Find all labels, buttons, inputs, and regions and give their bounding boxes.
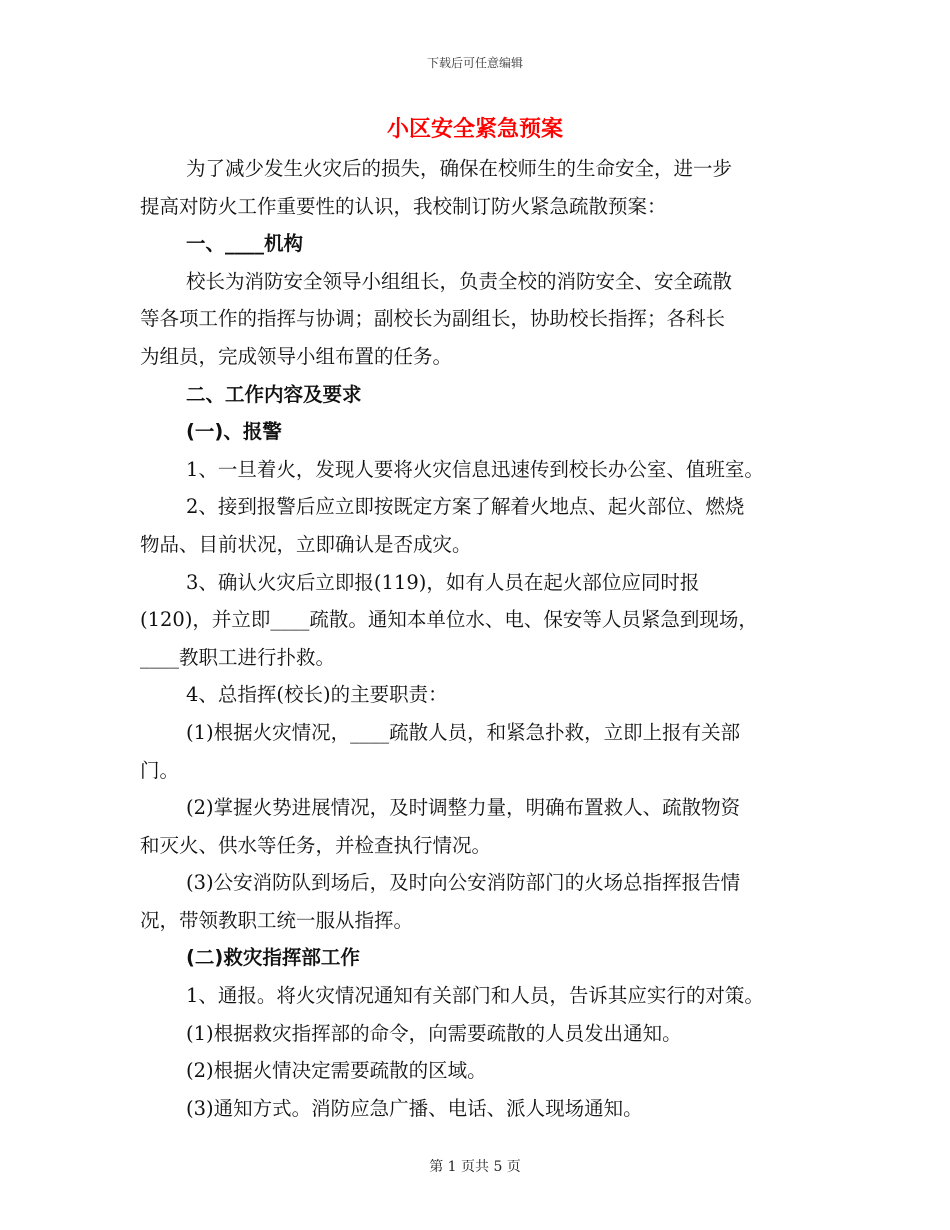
paragraph-line: 等各项工作的指挥与协调；副校长为副组长，协助校长指挥；各科长 (140, 307, 726, 331)
paragraph-line: (3)公安消防队到场后，及时向公安消防部门的火场总指挥报告情 (186, 871, 741, 895)
paragraph-line: 1、一旦着火，发现人要将火灾信息迅速传到校长办公室、值班室。 (186, 457, 764, 481)
paragraph-line: (1)根据救灾指挥部的命令，向需要疏散的人员发出通知。 (186, 1021, 682, 1045)
paragraph-line: 况，带领教职工统一服从指挥。 (140, 908, 414, 932)
paragraph-line: 和灭火、供水等任务，并检查执行情况。 (140, 833, 492, 857)
paragraph-line: 物品、目前状况，立即确认是否成灾。 (140, 532, 472, 556)
paragraph-line: (1)根据火灾情况，____疏散人员，和紧急扑救，立即上报有关部 (186, 720, 741, 744)
paragraph-line: 为了减少发生火灾后的损失，确保在校师生的生命安全，进一步 (186, 157, 733, 180)
section-heading: (二)救灾指挥部工作 (186, 946, 360, 970)
paragraph-line: ____教职工进行扑救。 (140, 645, 336, 669)
paragraph-line: 校长为消防安全领导小组组长，负责全校的消防安全、安全疏散 (186, 269, 733, 293)
paragraph-line: 1、通报。将火灾情况通知有关部门和人员，告诉其应实行的对策。 (186, 984, 764, 1008)
paragraph-line: 提高对防火工作重要性的认识，我校制订防火紧急疏散预案： (140, 194, 667, 218)
header-note: 下载后可任意编辑 (426, 56, 523, 70)
section-heading: (一)、报警 (186, 420, 282, 444)
paragraph-line: (2)根据火情决定需要疏散的区域。 (186, 1059, 487, 1083)
section-heading: 二、工作内容及要求 (186, 382, 362, 406)
paragraph-line: 4、总指挥(校长)的主要职责： (186, 683, 448, 707)
paragraph-line: 2、接到报警后应立即按既定方案了解着火地点、起火部位、燃烧 (186, 495, 745, 519)
paragraph-line: 门。 (140, 758, 180, 782)
paragraph-line: (120)，并立即____疏散。通知本单位水、电、保安等人员紧急到现场， (140, 608, 758, 632)
paragraph-line: (3)通知方式。消防应急广播、电话、派人现场通知。 (186, 1096, 643, 1120)
page-footer: 第 1 页共 5 页 (429, 1159, 521, 1175)
document-title: 小区安全紧急预案 (386, 117, 563, 142)
paragraph-line: 3、确认火灾后立即报(119)，如有人员在起火部位应同时报 (186, 570, 700, 594)
paragraph-line: 为组员，完成领导小组布置的任务。 (140, 344, 453, 368)
document-body (140, 150, 830, 1127)
section-heading: 一、____机构 (186, 232, 304, 256)
paragraph-line: (2)掌握火势进展情况，及时调整力量，明确布置救人、疏散物资 (186, 796, 741, 820)
